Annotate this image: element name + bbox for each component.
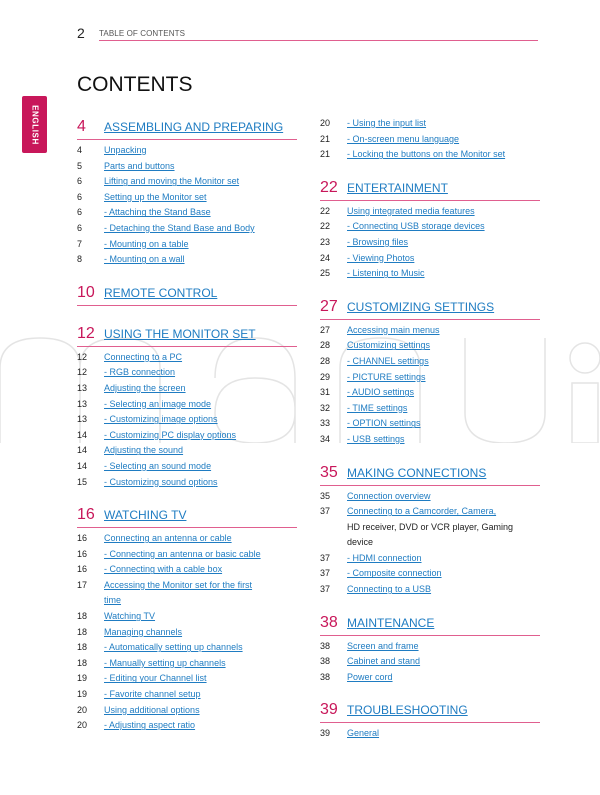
toc-entry-page: 37	[320, 584, 331, 595]
toc-section-title-link[interactable]: ENTERTAINMENT	[347, 180, 448, 195]
section-gap	[77, 309, 297, 325]
toc-entry-link[interactable]: - Customizing PC display options	[104, 429, 237, 440]
toc-entry[interactable]	[77, 159, 297, 175]
toc-entry-link[interactable]: - Composite connection	[347, 568, 442, 579]
toc-entry[interactable]	[320, 370, 540, 386]
toc-section-number: 10	[77, 283, 95, 301]
toc-entry-page: 5	[77, 160, 83, 171]
toc-section-heading[interactable]	[320, 298, 540, 320]
toc-entry-page: 21	[320, 133, 331, 144]
toc-entry-page: 13	[77, 398, 88, 409]
toc-entry-page: 4	[77, 145, 83, 155]
toc-entry-page: 31	[320, 387, 331, 398]
toc-entry[interactable]	[320, 132, 540, 148]
toc-entry-link[interactable]: - AUDIO settings	[347, 387, 415, 398]
toc-section	[77, 118, 297, 268]
toc-entry-page: 28	[320, 355, 331, 366]
toc-section-number: 27	[320, 297, 338, 315]
toc-entry-link[interactable]: - Connecting with a cable box	[104, 564, 223, 575]
toc-section-title-link[interactable]: USING THE MONITOR SET	[104, 326, 256, 341]
toc-entry[interactable]	[77, 365, 297, 381]
toc-section-heading[interactable]	[320, 464, 540, 486]
toc-section	[77, 309, 297, 490]
toc-entry-link[interactable]: Adjusting the screen	[104, 382, 186, 393]
toc-section-heading[interactable]	[77, 506, 297, 528]
toc-section-title-link[interactable]: REMOTE CONTROL	[104, 285, 218, 300]
toc-entry-page: 20	[320, 118, 331, 128]
toc-entry[interactable]	[77, 578, 297, 609]
toc-section-heading[interactable]	[77, 284, 297, 306]
toc-entry-link[interactable]: - Connecting USB storage devices	[347, 221, 485, 232]
toc-entry[interactable]	[77, 687, 297, 703]
toc-entry[interactable]	[320, 654, 540, 670]
toc-entry[interactable]	[320, 401, 540, 417]
toc-entry-link[interactable]: - Viewing Photos	[347, 252, 415, 263]
toc-entry-page: 8	[77, 254, 83, 265]
section-gap	[77, 490, 297, 506]
toc-entry-page: 34	[320, 433, 331, 444]
toc-entry-link[interactable]: Connecting an antenna or cable	[104, 533, 232, 544]
toc-entry[interactable]	[77, 703, 297, 719]
toc-entry-link[interactable]: - Selecting an image mode	[104, 398, 212, 409]
toc-entry-link[interactable]: - Mounting on a table	[104, 238, 189, 249]
toc-entry-page: 28	[320, 340, 331, 351]
toc-entry[interactable]	[320, 566, 540, 582]
toc-entry[interactable]	[320, 204, 540, 220]
toc-entry[interactable]	[77, 350, 297, 366]
section-gap	[320, 282, 540, 298]
toc-entry-page: 38	[320, 656, 331, 667]
toc-entry-link[interactable]: Customizing settings	[347, 340, 431, 351]
toc-entry-page: 16	[77, 533, 88, 544]
toc-entry-page: 21	[320, 149, 331, 160]
toc-entry-page: 37	[320, 506, 331, 517]
section-gap	[320, 163, 540, 179]
toc-entry-link[interactable]: Watching TV	[104, 611, 156, 622]
toc-section	[77, 268, 297, 306]
toc-section-heading[interactable]	[77, 118, 297, 140]
toc-entry-page: 39	[320, 728, 331, 739]
toc-entry-link[interactable]: - HDMI connection	[347, 552, 422, 563]
toc-entry[interactable]	[77, 459, 297, 475]
page-number: 2	[77, 25, 85, 41]
toc-entry-page: 37	[320, 552, 331, 563]
toc-entry-page: 19	[77, 689, 88, 700]
toc-entry[interactable]	[320, 147, 540, 163]
toc-entry[interactable]	[77, 205, 297, 221]
toc-section	[320, 685, 540, 742]
toc-entry-link[interactable]: Cabinet and stand	[347, 656, 421, 667]
toc-entry[interactable]	[77, 174, 297, 190]
toc-entry-link[interactable]: Unpacking	[104, 145, 147, 155]
toc-right-column	[320, 116, 540, 742]
toc-entry-link[interactable]: Parts and buttons	[104, 160, 175, 171]
toc-entry-page: 18	[77, 626, 88, 637]
toc-section-title-link[interactable]: ASSEMBLING AND PREPARING	[104, 120, 284, 134]
toc-entry[interactable]	[77, 640, 297, 656]
toc-entry[interactable]	[320, 551, 540, 567]
toc-entry[interactable]	[320, 385, 540, 401]
toc-entry-link[interactable]: Accessing main menus	[347, 324, 440, 335]
toc-entry[interactable]	[77, 475, 297, 491]
toc-entry-page: 12	[77, 351, 88, 362]
toc-entry[interactable]	[77, 221, 297, 237]
toc-section	[320, 282, 540, 448]
toc-entry-page: 6	[77, 191, 83, 202]
toc-entry-page: 18	[77, 657, 88, 668]
toc-entry-link[interactable]: - Selecting an sound mode	[104, 460, 212, 471]
toc-section-number: 39	[320, 701, 338, 719]
toc-entry[interactable]	[77, 397, 297, 413]
toc-entry-page: 27	[320, 324, 331, 335]
toc-entry-page: 6	[77, 176, 83, 187]
toc-entry[interactable]	[77, 237, 297, 253]
toc-entry[interactable]	[320, 323, 540, 339]
toc-entry-link[interactable]: Using integrated media features	[347, 205, 475, 216]
toc-entry-link[interactable]: - RGB connection	[104, 367, 176, 378]
toc-entry-link[interactable]: General	[347, 728, 380, 739]
toc-entry-page: 20	[77, 704, 88, 715]
toc-entry-page: 33	[320, 418, 331, 429]
toc-entry-page: 7	[77, 238, 83, 249]
toc-section	[77, 490, 297, 734]
header-rule	[99, 40, 538, 41]
toc-entry-link[interactable]: Setting up the Monitor set	[104, 191, 207, 202]
toc-entry-text-continuation: HD receiver, DVD or VCR player, Gaming	[347, 521, 514, 532]
language-tab	[22, 96, 47, 153]
toc-entry[interactable]	[320, 726, 540, 742]
toc-entry-page: 14	[77, 429, 88, 440]
toc-entry[interactable]	[320, 354, 540, 370]
language-tab-label: ENGLISH	[30, 104, 39, 145]
toc-entry-page: 38	[320, 671, 331, 682]
toc-entry-link[interactable]: Accessing the Monitor set for the first	[104, 579, 253, 590]
toc-entry-link[interactable]: - Listening to Music	[347, 268, 425, 279]
toc-entry[interactable]	[77, 562, 297, 578]
toc-entry[interactable]	[77, 671, 297, 687]
toc-entry[interactable]	[320, 639, 540, 655]
toc-entry-link[interactable]: Power cord	[347, 671, 393, 682]
toc-section	[320, 163, 540, 282]
toc-entry-page: 29	[320, 371, 331, 382]
section-gap	[77, 268, 297, 284]
toc-entry-page: 18	[77, 642, 88, 653]
toc-entry-page: 16	[77, 548, 88, 559]
toc-entry-link[interactable]: - Connecting an antenna or basic cable	[104, 548, 261, 559]
toc-entry-link[interactable]: - Editing your Channel list	[104, 673, 207, 684]
running-title: TABLE OF CONTENTS	[99, 29, 186, 38]
toc-entry-page: 38	[320, 640, 331, 651]
toc-left-column	[77, 118, 297, 734]
toc-entry[interactable]	[77, 428, 297, 444]
toc-entry-link[interactable]: - On-screen menu language	[347, 133, 460, 144]
toc-entry-link[interactable]: - USB settings	[347, 433, 405, 444]
toc-section	[320, 448, 540, 598]
toc-entry-text-continuation: device	[347, 537, 374, 548]
toc-entry[interactable]	[77, 547, 297, 563]
toc-entry-link[interactable]: Using additional options	[104, 704, 200, 715]
toc-entry-link[interactable]: - Locking the buttons on the Monitor set	[347, 149, 506, 160]
toc-entry-page: 13	[77, 382, 88, 393]
toc-section-heading[interactable]	[320, 614, 540, 636]
toc-section-title-link[interactable]: TROUBLESHOOTING	[347, 703, 468, 718]
toc-entry-link[interactable]: - Automatically setting up channels	[104, 642, 243, 653]
toc-entry[interactable]	[320, 582, 540, 598]
toc-section-number: 22	[320, 178, 338, 196]
toc-section-title-link[interactable]: MAKING CONNECTIONS	[347, 465, 487, 480]
toc-entry-link[interactable]: - Mounting on a wall	[104, 254, 185, 265]
toc-entry-link[interactable]: Managing channels	[104, 626, 183, 637]
toc-entry-page: 13	[77, 414, 88, 425]
toc-section-heading[interactable]	[77, 325, 297, 347]
toc-entry-link[interactable]: Connecting to a PC	[104, 351, 183, 362]
section-gap	[320, 685, 540, 701]
toc-entry-link[interactable]: - Favorite channel setup	[104, 689, 201, 700]
toc-entry[interactable]	[77, 718, 297, 734]
toc-entry[interactable]	[77, 443, 297, 459]
toc-entry-link-continuation[interactable]: time	[104, 595, 122, 606]
toc-entry-link[interactable]: Adjusting the sound	[104, 445, 184, 456]
toc-entry-link[interactable]: - Customizing sound options	[104, 476, 218, 487]
toc-entry[interactable]	[320, 219, 540, 235]
toc-entry-page: 22	[320, 205, 331, 216]
toc-entry-page: 6	[77, 222, 83, 233]
toc-entry-link[interactable]: Screen and frame	[347, 640, 419, 651]
toc-entry-page: 32	[320, 402, 331, 413]
page-title: CONTENTS	[77, 73, 193, 96]
toc-entry-page: 37	[320, 568, 331, 579]
toc-section-title-link[interactable]: MAINTENANCE	[347, 615, 435, 630]
toc-entry-page: 20	[77, 720, 88, 731]
toc-entry[interactable]	[320, 266, 540, 282]
toc-entry-page: 6	[77, 207, 83, 218]
toc-entry[interactable]	[77, 412, 297, 428]
toc-entry[interactable]	[77, 190, 297, 206]
toc-section-heading[interactable]	[320, 179, 540, 201]
section-gap	[320, 598, 540, 614]
toc-entry[interactable]	[77, 252, 297, 268]
toc-section	[320, 598, 540, 686]
toc-entry-page: 25	[320, 268, 331, 279]
toc-entry[interactable]	[320, 338, 540, 354]
section-gap	[320, 448, 540, 464]
toc-entry[interactable]	[320, 489, 540, 505]
toc-section-number: 4	[77, 118, 86, 135]
toc-section-number: 16	[77, 506, 95, 524]
toc-entry-page: 19	[77, 673, 88, 684]
toc-entry[interactable]	[320, 251, 540, 267]
toc-entry-page: 24	[320, 252, 331, 263]
toc-entry-link[interactable]: Lifting and moving the Monitor set	[104, 176, 240, 187]
toc-entry-page: 35	[320, 490, 331, 501]
toc-entry-link[interactable]: - Manually setting up channels	[104, 657, 226, 668]
toc-entry-link[interactable]: - Adjusting aspect ratio	[104, 720, 196, 731]
toc-entry[interactable]	[77, 625, 297, 641]
toc-entry[interactable]	[320, 432, 540, 448]
toc-entry-link[interactable]: - Attaching the Stand Base	[104, 207, 211, 218]
toc-entry-page: 12	[77, 367, 88, 378]
toc-entry-link[interactable]: - Customizing image options	[104, 414, 218, 425]
toc-section-number: 38	[320, 613, 338, 631]
toc-entry-link[interactable]: - TIME settings	[347, 402, 408, 413]
toc-entry[interactable]	[320, 416, 540, 432]
toc-entry-page: 22	[320, 221, 331, 232]
toc-entry[interactable]	[77, 143, 297, 159]
toc-entry[interactable]	[77, 381, 297, 397]
toc-entry[interactable]	[320, 116, 540, 132]
toc-entry[interactable]	[320, 235, 540, 251]
toc-section-number: 35	[320, 463, 338, 481]
toc-section-number: 12	[77, 324, 95, 342]
toc-entry-page: 17	[77, 579, 88, 590]
toc-section-title-link[interactable]: WATCHING TV	[104, 508, 187, 523]
toc-entry-page: 14	[77, 445, 88, 456]
toc-entry[interactable]	[77, 609, 297, 625]
toc-entry-link[interactable]: Connecting to a Camcorder, Camera,	[347, 506, 497, 517]
toc-entry[interactable]	[320, 504, 540, 551]
toc-entry-link[interactable]: - Using the input list	[347, 118, 427, 128]
toc-entry-link[interactable]: - Detaching the Stand Base and Body	[104, 222, 255, 233]
toc-entry[interactable]	[77, 531, 297, 547]
toc-entry-page: 14	[77, 460, 88, 471]
toc-entry-link[interactable]: - PICTURE settings	[347, 371, 426, 382]
toc-entry-link[interactable]: - OPTION settings	[347, 418, 421, 429]
toc-entry[interactable]	[320, 670, 540, 686]
toc-entry-link[interactable]: - CHANNEL settings	[347, 355, 429, 366]
toc-entry-link[interactable]: Connection overview	[347, 490, 431, 501]
toc-entry[interactable]	[77, 656, 297, 672]
toc-section-title-link[interactable]: CUSTOMIZING SETTINGS	[347, 299, 495, 314]
toc-entry-page: 15	[77, 476, 88, 487]
toc-section-heading[interactable]	[320, 701, 540, 723]
toc-entry-page: 16	[77, 564, 88, 575]
toc-entry-link[interactable]: Connecting to a USB	[347, 584, 432, 595]
toc-entry-page: 23	[320, 236, 331, 247]
toc-entry-link[interactable]: - Browsing files	[347, 236, 409, 247]
toc-entry-page: 18	[77, 611, 88, 622]
